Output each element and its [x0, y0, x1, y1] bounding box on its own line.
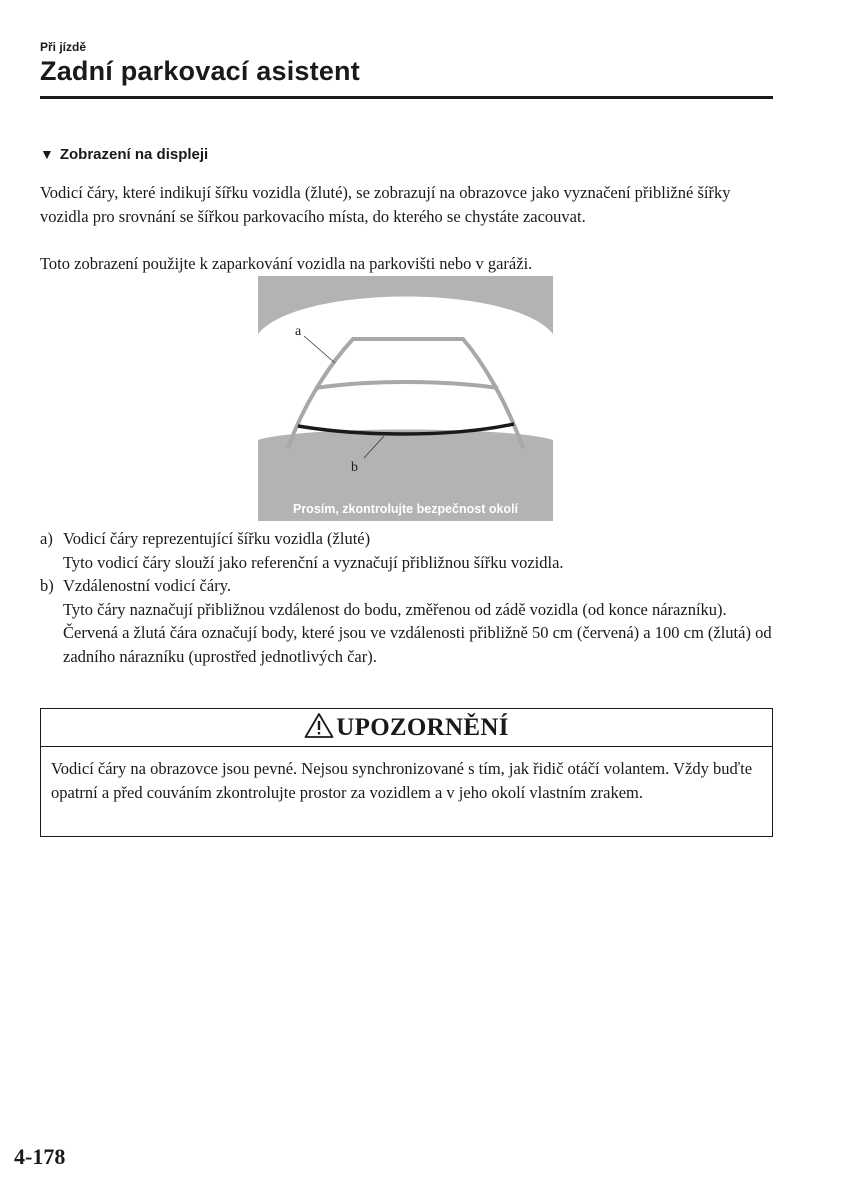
warning-triangle-icon	[304, 712, 334, 744]
label-b: b	[351, 460, 358, 475]
definition-letter: b)	[40, 576, 54, 595]
paragraph-usage: Toto zobrazení použijte k zaparkování vozidla na parkovišti nebo v garáži.	[40, 254, 533, 273]
definitions-list	[40, 527, 773, 668]
camera-display-figure	[258, 276, 553, 521]
label-a: a	[295, 324, 302, 339]
warning-header	[41, 709, 772, 747]
subsection-heading-text: Zobrazení na displeji	[59, 146, 209, 163]
definition-letter: a)	[40, 529, 53, 548]
camera-display-illustration	[258, 276, 553, 521]
warning-box	[40, 708, 773, 837]
definition-description: Tyto čáry naznačují přibližnou vzdálenost do bodu, změřenou od zádě vozidla (od konce nárazníku).	[63, 599, 727, 619]
definition-term: Vzdálenostní vodicí čáry.	[63, 576, 231, 595]
title-divider	[40, 96, 773, 99]
subsection-heading	[40, 146, 208, 163]
definition-item-b	[40, 574, 773, 668]
definition-term: Vodicí čáry reprezentující šířku vozidla (žluté)	[63, 529, 371, 548]
page-number: 4-178	[14, 1144, 66, 1169]
definition-description-2: Červená a žlutá čára označují body, které jsou ve vzdálenosti přibližně 50 cm (červená) a 100 cm (žlutá) od zadního nárazníku (uprostřed jednotlivých čar).	[63, 623, 772, 666]
paragraph-guide-lines: Vodicí čáry, které indikují šířku vozidla (žluté), se zobrazují na obrazovce jako vyznačení přibližné šířky vozidla pro srovnání se šířkou parkovacího místa, do kterého se chystáte zacouvat.	[40, 183, 731, 226]
screen-message: Prosím, zkontrolujte bezpečnost okolí	[292, 502, 519, 516]
triangle-down-icon: ▼	[40, 146, 54, 162]
definition-item-a	[40, 527, 773, 574]
warning-title: UPOZORNĚNÍ	[336, 713, 509, 741]
page-title: Zadní parkovací asistent	[40, 56, 360, 86]
warning-text: Vodicí čáry na obrazovce jsou pevné. Nejsou synchronizované s tím, jak řidič otáčí volantem. Vždy buďte opatrní a před couváním zkontrolujte prostor za vozidlem a v jeho okolí vlastním zrakem.	[51, 759, 753, 802]
definition-description: Tyto vodicí čáry slouží jako referenční a vyznačují přibližnou šířku vozidla.	[63, 552, 564, 572]
section-label: Při jízdě	[40, 40, 87, 54]
